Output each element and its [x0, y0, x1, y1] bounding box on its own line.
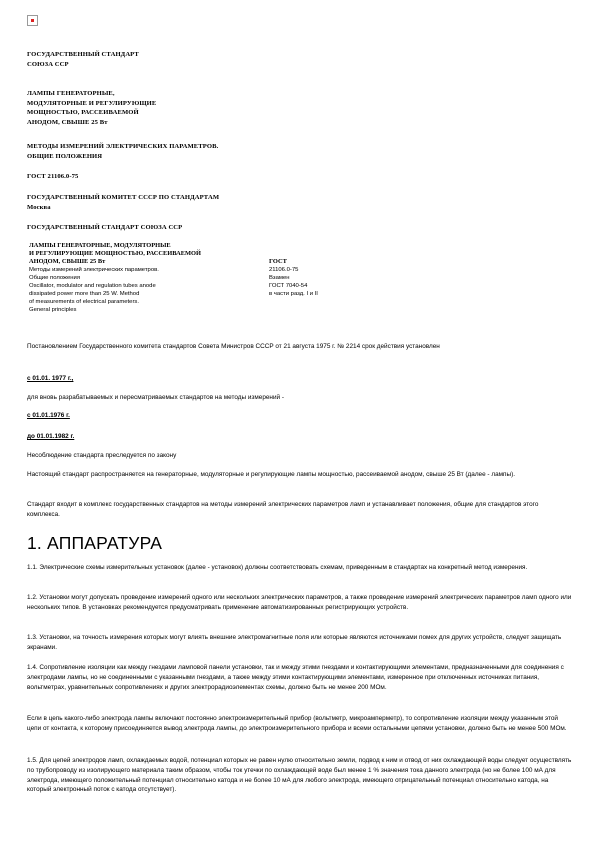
title-block-row: Методы измерений электрических параметров. 21106.0-75: [29, 267, 299, 273]
document-subtitle: МЕТОДЫ ИЗМЕРЕНИЙ ЭЛЕКТРИЧЕСКИХ ПАРАМЕТРОВ. ОБЩИЕ ПОЛОЖЕНИЯ: [27, 143, 219, 160]
decree-text: Постановлением Государственного комитета стандартов Совета Министров СССР от 21 августа 1975 г. № 2214 срок действия установлен: [27, 343, 440, 350]
gost-number: ГОСТ 21106.0-75: [27, 173, 79, 180]
effective-date-2: с 01.01.1976 г.: [27, 412, 70, 419]
title-block-row: General principles: [29, 307, 77, 313]
scope-paragraph: Настоящий стандарт распространяется на генераторные, модуляторные и регулирующие лампы мощностью, рассеиваемой анодом, свыше 25 Вт (далее - лампы).: [27, 471, 515, 478]
paragraph-1-2: 1.2. Установки могут допускать проведение измерений одного или нескольких электрических параметров, а также проведение измерений электрических параметров ламп одного или нескольких типов. В установках рекомендуется предусматривать применение автоматизированных регистрирующих устройств.: [27, 594, 572, 611]
title-block: [29, 242, 429, 314]
paragraph-1-3: 1.3. Установки, на точность измерения которых могут влиять внешние электромагнитные поля или которые являются источниками помех для других устройств, следует защищать экранами.: [27, 634, 562, 651]
effective-date-1: с 01.01. 1977 г.,: [27, 375, 74, 382]
standard-header: ГОСУДАРСТВЕННЫЙ СТАНДАРТ СОЮЗА ССР: [27, 51, 139, 68]
title-block-row: Общие положения Взамен: [29, 275, 290, 281]
section-heading: 1. АППАРАТУРА: [27, 533, 163, 553]
title-block-row: dissipated power more than 25 W. Method в части разд. I и II: [29, 291, 318, 297]
standard-header-2: ГОСУДАРСТВЕННЫЙ СТАНДАРТ СОЮЗА ССР: [27, 224, 183, 231]
complex-paragraph: Стандарт входит в комплекс государственных стандартов на методы измерений электрических параметров ламп и устанавливает положения, общие для стандартов этого комплекса.: [27, 501, 539, 518]
broken-image-icon: [27, 15, 38, 26]
paragraph-1-4: 1.4. Сопротивление изоляции как между гнездами ламповой панели установки, так и между этими гнездами и контактирующими элементами, предназначенными для соединения с электродами лампы, но не соединенными с указанными гнездами, а также между этими контактирующими элементами, измеренное при отключенных источниках питания, вольтметрах, уравнительных сопротивлениях и других электрорадиоэлементах схемы, должно быть не менее 200 МОм.: [27, 664, 564, 691]
title-block-row: Oscillator, modulator and regulation tubes anode ГОСТ 7040-54: [29, 283, 308, 289]
paragraph-1-4-cont: Если в цепь какого-либо электрода лампы включают постоянно электроизмерительный прибор (вольтметр, микроамперметр), то сопротивление изоляции между указанным этой цепи от контакта, к которому присоединяется вывод электрода лампы, до электроизмерительного прибора и всеми остальными цепями установки, должно быть не менее 500 МОм.: [27, 715, 567, 732]
document-title: ЛАМПЫ ГЕНЕРАТОРНЫЕ, МОДУЛЯТОРНЫЕ И РЕГУЛИРУЮЩИЕ МОЩНОСТЬЮ, РАССЕИВАЕМОЙ АНОДОМ, СВЫШЕ 25 Вт: [27, 90, 157, 126]
title-block-head-line: И РЕГУЛИРУЮЩИЕ МОЩНОСТЬЮ, РАССЕИВАЕМОЙ: [29, 250, 201, 257]
paragraph-1-1: 1.1. Электрические схемы измерительных установок (далее - установок) должны соответствовать схемам, приведенным в стандартах на конкретный метод измерения.: [27, 564, 528, 571]
title-block-head-line: ЛАМПЫ ГЕНЕРАТОРНЫЕ, МОДУЛЯТОРНЫЕ: [29, 242, 171, 249]
paragraph-1-5: 1.5. Для цепей электродов ламп, охлаждаемых водой, потенциал которых не равен нулю относительно земли, подвод к ним и отвод от них охлаждающей воды следует осуществлять по трубопроводу из изолирующего материала таким образом, чтобы ток утечки по охлаждающей воде был менее 1 % значения тока данного электрода (но не более 100 мА для электрода, имеющего положительный потенциал относительно катода и не более 10 мА для любого электрода, имеющего отрицательный потенциал относительно катода, на который электронный поток с катода отсутствует).: [27, 757, 572, 794]
expiry-date: до 01.01.1982 г.: [27, 433, 75, 440]
title-block-row: of measurements of electrical parameters.: [29, 299, 140, 305]
title-block-row: АНОДОМ, СВЫШЕ 25 Вт ГОСТ: [29, 258, 287, 265]
committee: ГОСУДАРСТВЕННЫЙ КОМИТЕТ СССР ПО СТАНДАРТАМ Москва: [27, 194, 220, 211]
effective-date-note: для вновь разрабатываемых и пересматриваемых стандартов на методы измерений -: [27, 394, 284, 401]
penalty-note: Несоблюдение стандарта преследуется по закону: [27, 452, 177, 459]
